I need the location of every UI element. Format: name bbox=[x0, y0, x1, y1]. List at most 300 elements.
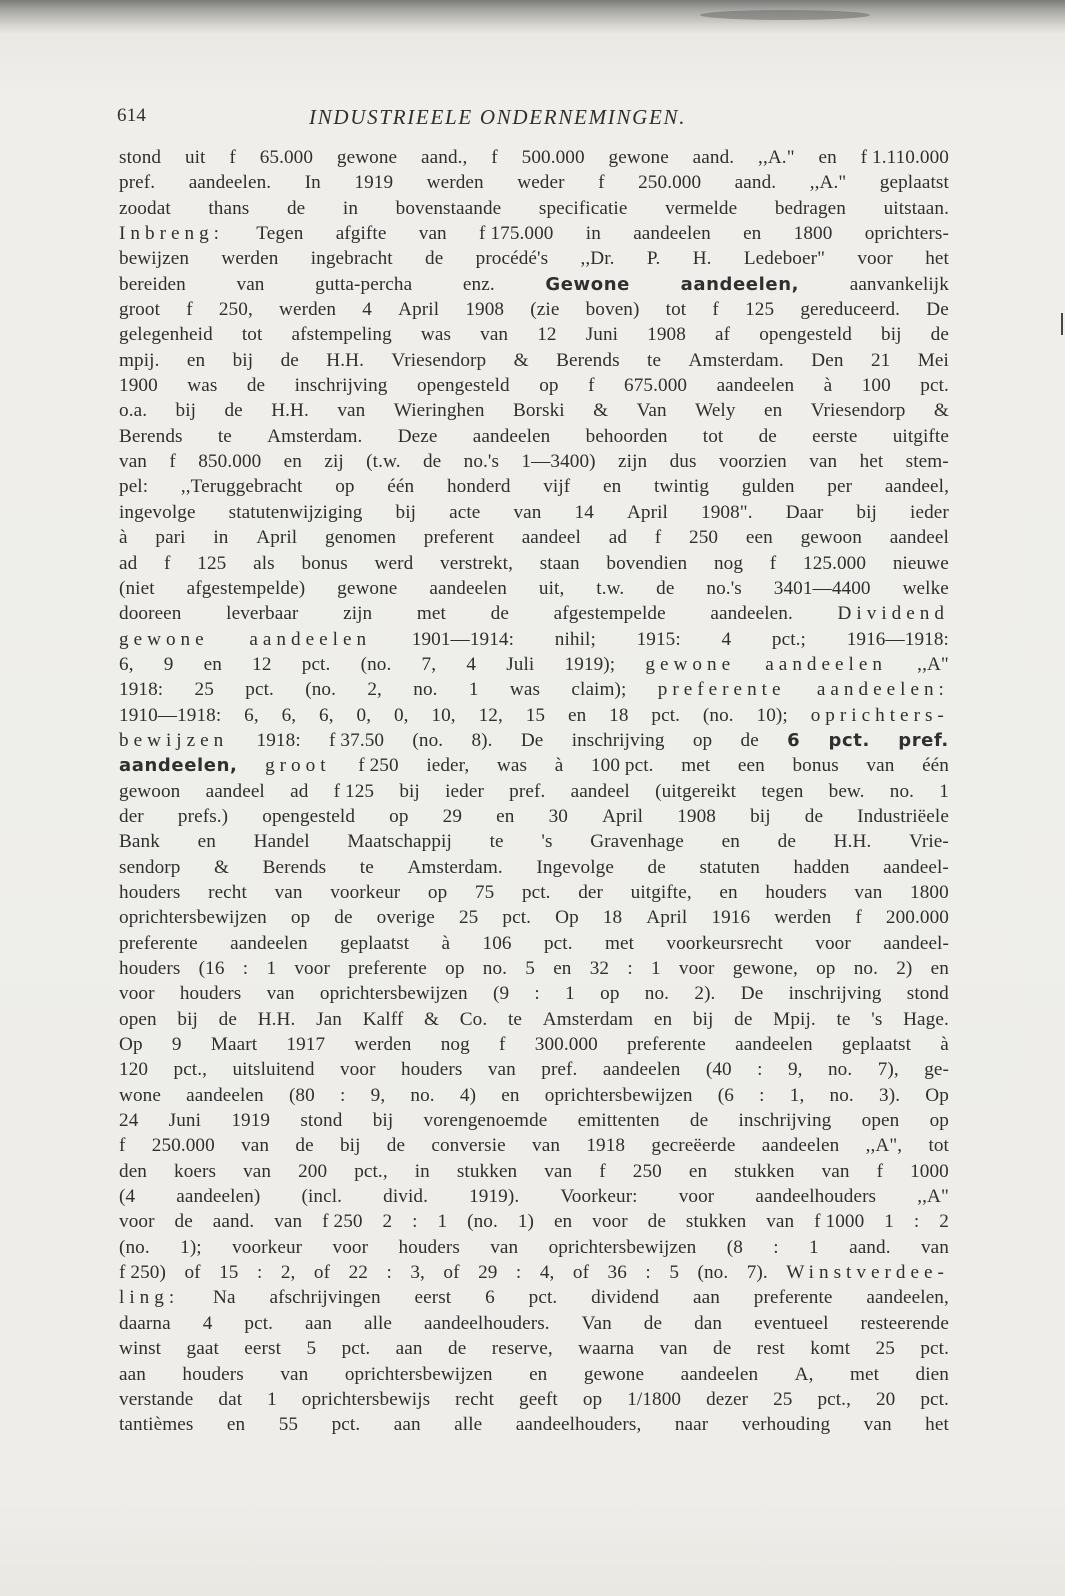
word: gewone bbox=[645, 653, 736, 675]
word: 21 bbox=[870, 349, 891, 371]
word: f bbox=[164, 552, 171, 574]
word: 4 bbox=[721, 628, 732, 650]
word: 25 bbox=[194, 679, 214, 701]
word: 6 bbox=[787, 729, 801, 751]
word: van bbox=[532, 1135, 561, 1157]
word: houders bbox=[182, 1363, 244, 1385]
word: (80 bbox=[288, 1084, 315, 1106]
word: oprichtersbewijzen bbox=[119, 907, 267, 929]
word: dat bbox=[218, 1388, 243, 1410]
word: gewone bbox=[337, 577, 398, 599]
word: van bbox=[241, 1135, 270, 1157]
word: pel: bbox=[119, 476, 149, 498]
word: oprichtersbewijs bbox=[301, 1388, 431, 1410]
word: gewoon bbox=[119, 780, 181, 802]
word: van bbox=[480, 324, 509, 346]
word: 4, bbox=[539, 1262, 555, 1284]
text-line bbox=[119, 956, 949, 981]
word: te bbox=[489, 831, 504, 853]
word: f bbox=[499, 1034, 506, 1056]
word: voor bbox=[678, 1186, 715, 1208]
word: en bbox=[529, 1363, 548, 1385]
word: en bbox=[226, 1414, 246, 1436]
word: bij bbox=[175, 400, 197, 422]
word: & bbox=[933, 400, 949, 422]
word: Juni bbox=[168, 1110, 202, 1132]
word: preferente bbox=[119, 932, 198, 954]
word: ge- bbox=[924, 1059, 949, 1081]
word: no. bbox=[829, 1084, 854, 1106]
word: 1, bbox=[789, 1084, 805, 1106]
word: voor bbox=[857, 248, 893, 270]
word: nog bbox=[713, 552, 744, 574]
text-line bbox=[119, 1235, 949, 1260]
word: in bbox=[342, 197, 359, 219]
word: Op bbox=[119, 1034, 143, 1056]
word: aandeelen. bbox=[188, 172, 272, 194]
word: stond bbox=[906, 983, 949, 1005]
word: bij bbox=[339, 1135, 361, 1157]
word: koers bbox=[174, 1160, 217, 1182]
word: oprichters- bbox=[810, 704, 949, 726]
word: aandeelhouders. bbox=[424, 1312, 550, 1334]
word: (niet bbox=[119, 577, 155, 599]
word: f 125 bbox=[333, 780, 375, 802]
word: naar bbox=[674, 1414, 709, 1436]
text-line bbox=[119, 880, 949, 905]
word: de bbox=[689, 1110, 709, 1132]
word: Industriëele bbox=[857, 805, 949, 827]
word: : bbox=[534, 983, 540, 1005]
word: oprichtersbewijzen bbox=[344, 1363, 493, 1385]
word: f 1000 bbox=[814, 1211, 865, 1233]
word: één bbox=[387, 476, 415, 498]
word: af bbox=[715, 324, 731, 346]
word: eerst bbox=[414, 1287, 452, 1309]
word: Ledeboer" bbox=[743, 248, 826, 270]
word: leverbaar bbox=[226, 603, 299, 625]
word: 6, bbox=[281, 704, 297, 726]
word: 125 bbox=[745, 299, 775, 321]
text-line bbox=[119, 348, 949, 373]
word: van bbox=[274, 1211, 303, 1233]
word: de bbox=[804, 805, 824, 827]
word: 300.000 bbox=[534, 1034, 598, 1056]
word: rest bbox=[756, 1338, 785, 1360]
word: van bbox=[487, 1059, 516, 1081]
word: voorzien bbox=[718, 451, 787, 473]
word: Berends bbox=[556, 349, 620, 371]
word: 20 bbox=[875, 1388, 896, 1410]
word: van bbox=[337, 400, 366, 422]
word: 2 bbox=[939, 1211, 949, 1233]
word: 22 bbox=[348, 1262, 368, 1284]
word: f bbox=[876, 1160, 884, 1182]
word: de bbox=[422, 451, 442, 473]
word: gewone, bbox=[732, 958, 798, 979]
word: het bbox=[925, 1414, 949, 1436]
word: aandeelen bbox=[735, 1034, 813, 1056]
word: Kalff bbox=[362, 1008, 404, 1030]
word: 7). bbox=[746, 1262, 768, 1284]
word: Gravenhage bbox=[590, 831, 684, 853]
word: was bbox=[187, 375, 218, 397]
word: oprichtersbewijzen bbox=[548, 1236, 697, 1258]
word: dien bbox=[915, 1363, 949, 1385]
word: vijf bbox=[543, 476, 571, 498]
word: : bbox=[386, 1262, 392, 1284]
word: en bbox=[501, 1084, 520, 1106]
word: 1 bbox=[884, 1211, 894, 1233]
word: op bbox=[427, 881, 448, 903]
word: aand., bbox=[421, 147, 468, 168]
word: de bbox=[295, 1135, 314, 1157]
word: gewone bbox=[583, 1363, 645, 1385]
word: afstempeling bbox=[291, 324, 392, 346]
word: (no. bbox=[119, 1236, 150, 1258]
word: : bbox=[412, 1211, 418, 1233]
word: 0, bbox=[393, 704, 409, 726]
word: waarna bbox=[578, 1338, 635, 1360]
word: (uitgereikt bbox=[655, 780, 737, 802]
word: aandeelen bbox=[761, 1135, 840, 1157]
word: 32 bbox=[589, 958, 610, 979]
word: 4 bbox=[202, 1312, 213, 1334]
word: De bbox=[520, 729, 544, 751]
word: conversie bbox=[431, 1135, 506, 1157]
word: ieder bbox=[910, 501, 949, 523]
word: de bbox=[734, 1008, 753, 1030]
word: Op bbox=[925, 1084, 949, 1106]
word: was bbox=[420, 324, 452, 346]
word: Dividend bbox=[837, 603, 949, 625]
word: op bbox=[290, 907, 311, 929]
word: van bbox=[854, 881, 883, 903]
word: Vriesendorp bbox=[391, 349, 487, 371]
word: uitgifte bbox=[892, 425, 949, 447]
word: Hage. bbox=[903, 1008, 949, 1030]
word: aan bbox=[305, 1312, 332, 1334]
word: f bbox=[855, 907, 862, 929]
word: no. bbox=[482, 958, 508, 979]
word: (16 bbox=[198, 958, 225, 979]
word: open bbox=[119, 1008, 157, 1030]
word: aand. bbox=[734, 172, 777, 194]
word: stem- bbox=[905, 451, 949, 473]
text-line bbox=[119, 373, 949, 398]
word: gewone bbox=[608, 147, 669, 168]
word: Jan bbox=[316, 1008, 342, 1030]
word: pct. bbox=[521, 881, 551, 903]
word: in bbox=[213, 527, 229, 549]
word: 2). bbox=[694, 983, 716, 1005]
word: 4) bbox=[459, 1084, 477, 1106]
word: f bbox=[186, 299, 193, 321]
word: : bbox=[913, 1211, 920, 1233]
word: de bbox=[758, 425, 777, 447]
word: 12 bbox=[537, 324, 557, 346]
text-line bbox=[119, 500, 949, 525]
word: f bbox=[119, 1135, 126, 1157]
word: divid. bbox=[383, 1186, 428, 1208]
word: Borski bbox=[512, 400, 565, 422]
word: 36 bbox=[607, 1262, 627, 1284]
word: de bbox=[334, 907, 353, 929]
word: pct. bbox=[528, 1287, 558, 1309]
word: 10); bbox=[756, 704, 788, 726]
text-line bbox=[119, 1412, 949, 1437]
word: een bbox=[737, 755, 765, 777]
word: aandeelen. bbox=[710, 603, 793, 625]
word: 1910—1918: bbox=[119, 704, 222, 726]
word: 125 bbox=[197, 552, 227, 574]
word: 1 bbox=[565, 983, 575, 1005]
text-line bbox=[119, 1260, 949, 1285]
word: uitgifte, bbox=[630, 881, 692, 903]
word: 1919). bbox=[469, 1186, 520, 1208]
word: (no. bbox=[467, 1211, 498, 1233]
word: te bbox=[836, 1008, 851, 1030]
word: 18 bbox=[602, 907, 623, 929]
word: (no. bbox=[360, 653, 392, 675]
word: pref. bbox=[898, 729, 949, 751]
word: Daar bbox=[785, 501, 824, 523]
word: ,,Dr. bbox=[580, 248, 615, 270]
word: 1919 bbox=[354, 172, 394, 194]
word: was bbox=[496, 755, 528, 777]
word: open bbox=[861, 1110, 900, 1132]
word: 9 bbox=[163, 653, 174, 675]
word: van bbox=[866, 755, 895, 777]
word: van bbox=[766, 1211, 795, 1233]
word: de bbox=[643, 1312, 663, 1334]
word: de bbox=[425, 248, 444, 270]
word: 1000 bbox=[910, 1160, 949, 1182]
word: of bbox=[313, 1262, 331, 1284]
word: zij bbox=[324, 451, 344, 473]
word: de bbox=[490, 603, 509, 625]
word: 1); bbox=[180, 1236, 202, 1258]
word: preferent bbox=[423, 527, 494, 549]
word: 1918 bbox=[586, 1135, 626, 1157]
word: aandeelen bbox=[472, 425, 551, 447]
word: groot bbox=[119, 299, 161, 321]
text-line bbox=[119, 1387, 949, 1412]
word: pct. bbox=[828, 729, 870, 751]
word: aan bbox=[393, 1414, 421, 1436]
word: met bbox=[604, 932, 635, 954]
word: op bbox=[445, 958, 465, 979]
page-number: 614 bbox=[117, 105, 147, 126]
text-line bbox=[119, 1209, 949, 1234]
word: 1917 bbox=[286, 1034, 326, 1056]
text-line bbox=[119, 1007, 949, 1032]
word: tot bbox=[928, 1135, 949, 1157]
word: en bbox=[688, 1160, 708, 1182]
word: Berends bbox=[262, 856, 327, 878]
word: bij bbox=[232, 349, 254, 371]
word: f 1.110.000 bbox=[860, 147, 949, 168]
word: 65.000 bbox=[259, 147, 314, 168]
text-line bbox=[119, 525, 949, 550]
word: 15 bbox=[525, 704, 546, 726]
word: bonus bbox=[792, 755, 839, 777]
word: à bbox=[940, 1034, 949, 1056]
word: voorkeur bbox=[330, 881, 401, 903]
word: (9 bbox=[492, 983, 510, 1005]
word: van bbox=[266, 983, 295, 1005]
word: 1800 bbox=[910, 881, 949, 903]
word: eerste bbox=[812, 425, 858, 447]
text-line bbox=[119, 627, 949, 652]
word: houders bbox=[765, 881, 827, 903]
word: vermelde bbox=[665, 197, 738, 219]
word: 4 bbox=[466, 653, 477, 675]
word: aandeelen, bbox=[119, 755, 238, 777]
word: gewoon bbox=[800, 527, 862, 549]
word: pct., bbox=[354, 1160, 388, 1182]
word: voor bbox=[119, 1211, 155, 1233]
word: aandeel bbox=[205, 780, 265, 802]
word: aand. bbox=[849, 1236, 891, 1258]
word: Amsterdam bbox=[542, 1008, 634, 1030]
word: 106 bbox=[482, 932, 512, 954]
word: Van bbox=[636, 400, 667, 422]
word: 14 bbox=[574, 501, 594, 523]
word: in bbox=[585, 223, 601, 245]
word: van bbox=[280, 1363, 309, 1385]
word: Maart bbox=[210, 1034, 258, 1056]
word: 5 bbox=[306, 1338, 317, 1360]
word: zoodat bbox=[119, 197, 171, 219]
word: aandeelen, bbox=[680, 273, 800, 295]
word: aandeelen bbox=[680, 1363, 759, 1385]
text-line bbox=[119, 1285, 949, 1310]
word: op bbox=[335, 476, 355, 498]
word: geplaatst bbox=[340, 932, 410, 954]
word: ieder bbox=[445, 780, 484, 802]
word: vorengenoemde bbox=[423, 1110, 548, 1132]
word: van bbox=[821, 1160, 850, 1182]
word: f bbox=[588, 375, 595, 397]
word: preferente bbox=[348, 958, 427, 979]
word: (zie bbox=[530, 299, 560, 321]
word: gewone bbox=[336, 147, 398, 168]
word: aandeel- bbox=[883, 856, 949, 878]
margin-mark bbox=[1061, 313, 1063, 335]
word: pct., bbox=[817, 1388, 851, 1410]
word: no. bbox=[413, 679, 438, 701]
word: no.'s bbox=[706, 577, 742, 599]
word: pct. bbox=[301, 653, 331, 675]
word: Berends bbox=[119, 425, 183, 447]
text-line bbox=[119, 905, 949, 930]
word: pct., bbox=[173, 1059, 208, 1081]
word: 1 bbox=[267, 1388, 277, 1410]
word: 250, bbox=[218, 299, 253, 321]
word: aan bbox=[395, 1338, 423, 1360]
text-line bbox=[119, 1311, 949, 1336]
word: voor bbox=[592, 1211, 628, 1233]
word: 1918: bbox=[119, 679, 164, 701]
word: aandeel- bbox=[883, 932, 949, 954]
word: en bbox=[719, 881, 738, 903]
word: tot bbox=[702, 425, 724, 447]
word: aandeelen) bbox=[176, 1186, 261, 1208]
word: bewijzen bbox=[119, 248, 190, 270]
word: f bbox=[599, 1160, 606, 1182]
word: werden bbox=[774, 907, 832, 929]
word: H.H. bbox=[257, 1008, 296, 1030]
word: verstande bbox=[119, 1388, 194, 1410]
word: : bbox=[757, 1059, 763, 1081]
text-line bbox=[119, 652, 949, 677]
word: o.a. bbox=[119, 400, 148, 422]
word: 500.000 bbox=[521, 147, 585, 168]
word: Ingevolge bbox=[536, 856, 614, 878]
word: afgestempelde) bbox=[186, 577, 306, 599]
text-line bbox=[119, 1159, 949, 1184]
word: of bbox=[572, 1262, 590, 1284]
word: 30 bbox=[548, 805, 568, 827]
word: tegen bbox=[761, 780, 804, 802]
word: 29 bbox=[442, 805, 463, 827]
word: gulden bbox=[741, 476, 795, 498]
word: Juni bbox=[585, 324, 619, 346]
word: komt bbox=[810, 1338, 851, 1360]
word: acte bbox=[449, 501, 481, 523]
text-line bbox=[119, 728, 949, 753]
word: alle bbox=[454, 1414, 483, 1436]
word: tot bbox=[665, 299, 687, 321]
word: pref. bbox=[119, 172, 156, 194]
word: bij bbox=[750, 805, 771, 827]
word: & bbox=[593, 400, 609, 422]
word: (8 bbox=[726, 1236, 743, 1258]
word: 75 bbox=[474, 881, 495, 903]
word: Mpij. bbox=[773, 1008, 816, 1030]
word: aand. bbox=[692, 147, 735, 168]
word: Van bbox=[581, 1312, 612, 1334]
word: bovenstaande bbox=[395, 197, 502, 219]
word: van bbox=[490, 1236, 519, 1258]
word: Voorkeur: bbox=[560, 1186, 638, 1208]
word: f 250) bbox=[119, 1262, 166, 1284]
word: A, bbox=[794, 1363, 814, 1385]
word: t.w. bbox=[596, 577, 625, 599]
word: voor bbox=[119, 983, 155, 1005]
word: April bbox=[256, 527, 298, 549]
word: (incl. bbox=[301, 1186, 343, 1208]
word: uitsluitend bbox=[232, 1059, 315, 1081]
word: 6, bbox=[244, 704, 259, 726]
word: f 250 bbox=[322, 1211, 363, 1233]
word: 9 bbox=[171, 1034, 182, 1056]
word: der bbox=[119, 805, 144, 827]
word: eerst bbox=[244, 1338, 282, 1360]
word: ,,A" bbox=[917, 1186, 949, 1208]
word: à bbox=[441, 932, 451, 954]
word: f bbox=[229, 147, 236, 168]
word: 0, bbox=[356, 704, 372, 726]
word: aandeel bbox=[521, 527, 581, 549]
word: bew. bbox=[828, 780, 865, 802]
word: zijn bbox=[618, 451, 648, 473]
text-line bbox=[119, 398, 949, 423]
word: pct. bbox=[245, 679, 274, 701]
word: 1—3400) bbox=[521, 451, 596, 473]
word: 25 bbox=[773, 1388, 793, 1410]
